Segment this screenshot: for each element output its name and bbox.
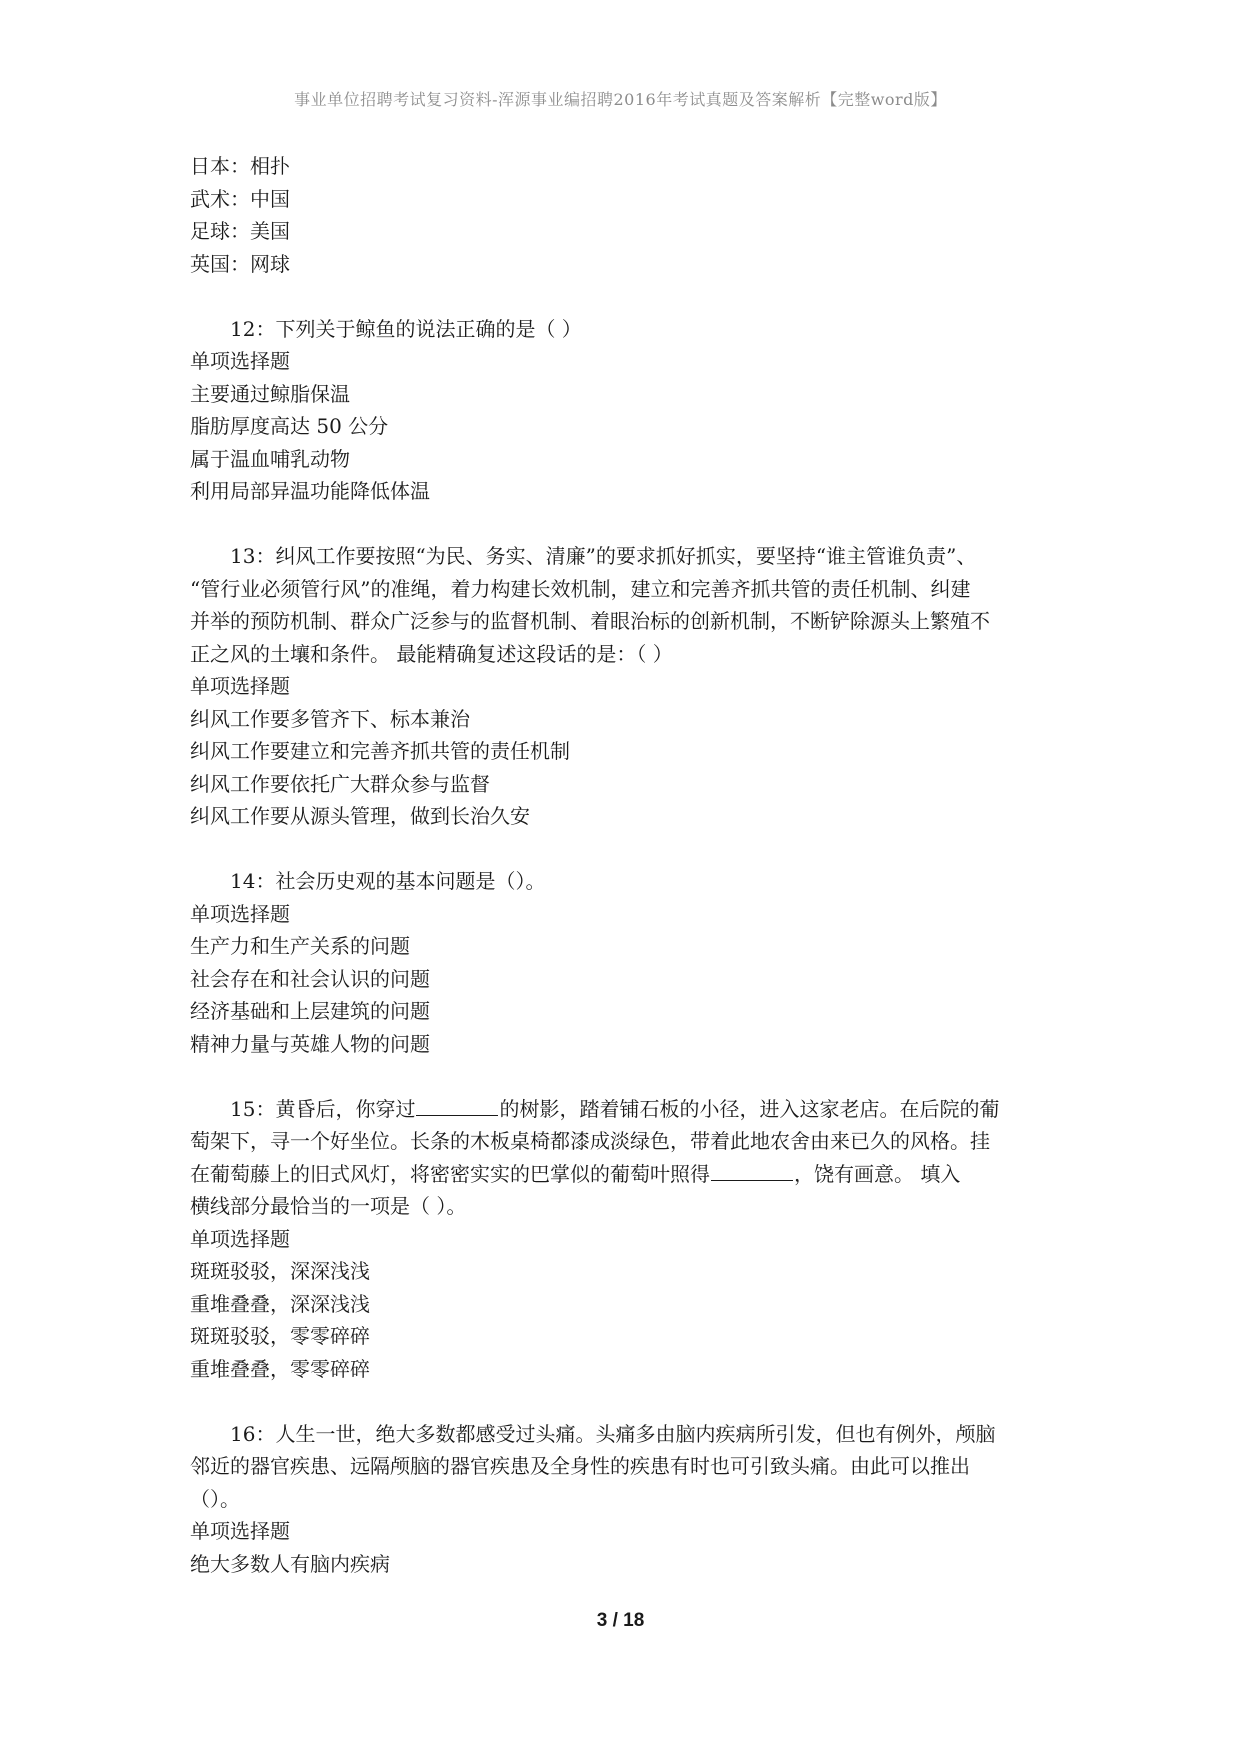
stem-text: ，饶有画意。 填入 <box>794 1161 961 1186</box>
option-text: 英国：网球 <box>190 251 290 276</box>
option-text: 纠风工作要从源头管理，做到长治久安 <box>190 804 530 828</box>
question-type: 单项选择题 <box>190 1226 290 1251</box>
question-stem: （）。 <box>190 1486 240 1511</box>
question-type: 单项选择题 <box>190 901 290 926</box>
fill-blank <box>711 1158 793 1181</box>
option-text: 脂肪厚度高达 50 公分 <box>190 414 389 438</box>
option-text: 主要通过鲸脂保温 <box>190 381 350 406</box>
option-text: 斑斑驳驳，零零碎碎 <box>190 1324 370 1348</box>
fill-blank <box>416 1093 498 1116</box>
question-stem: 正之风的土壤和条件。 最能精确复述这段话的是：（ ） <box>190 641 673 666</box>
option-text: 经济基础和上层建筑的问题 <box>190 999 430 1023</box>
prev-question-options <box>190 150 1060 280</box>
question-type: 单项选择题 <box>190 1519 290 1543</box>
page-number: 3 / 18 <box>596 1610 645 1631</box>
question-stem: 13：纠风工作要按照“为民、务实、清廉”的要求抓好抓实，要坚持“谁主管谁负责”、 <box>230 544 977 568</box>
option-text: 生产力和生产关系的问题 <box>190 934 410 958</box>
question-stem: 萄架下，寻一个好坐位。长条的木板桌椅都漆成淡绿色，带着此地农舍由来已久的风格。挂 <box>190 1129 990 1153</box>
question-stem: 横线部分最恰当的一项是（ ）。 <box>190 1194 467 1218</box>
option-text: 斑斑驳驳，深深浅浅 <box>190 1259 370 1283</box>
option-text: 重堆叠叠，深深浅浅 <box>190 1291 370 1316</box>
option-text: 纠风工作要依托广大群众参与监督 <box>190 771 490 796</box>
question-stem: 12：下列关于鲸鱼的说法正确的是（ ） <box>230 316 582 341</box>
option-text: 精神力量与英雄人物的问题 <box>190 1031 430 1056</box>
option-text: 属于温血哺乳动物 <box>190 446 350 471</box>
stem-text: 的树影，踏着铺石板的小径，进入这家老店。在后院的葡 <box>499 1096 1000 1121</box>
option-text: 纠风工作要多管齐下、标本兼治 <box>190 706 470 731</box>
option-text: 日本：相扑 <box>190 154 290 178</box>
page-header: 事业单位招聘考试复习资料-浑源事业编招聘2016年考试真题及答案解析【完整word版】 <box>294 90 947 109</box>
option-text: 武术：中国 <box>190 186 290 211</box>
option-text: 纠风工作要建立和完善齐抓共管的责任机制 <box>190 739 570 763</box>
option-text: 足球：美国 <box>190 219 290 243</box>
question-stem: 并举的预防机制、群众广泛参与的监督机制、着眼治标的创新机制，不断铲除源头上繁殖不 <box>190 609 990 633</box>
option-text: 社会存在和社会认识的问题 <box>190 966 430 991</box>
option-text: 绝大多数人有脑内疾病 <box>190 1551 390 1576</box>
question-stem <box>190 1093 1060 1126</box>
question-15 <box>190 1093 1060 1386</box>
option-text: 重堆叠叠，零零碎碎 <box>190 1356 370 1381</box>
question-16 <box>190 1418 1060 1581</box>
question-stem: 16：人生一世，绝大多数都感受过头痛。头痛多由脑内疾病所引发，但也有例外，颅脑 <box>230 1421 996 1446</box>
stem-text: 在葡萄藤上的旧式风灯，将密密实实的巴掌似的葡萄叶照得 <box>190 1161 710 1186</box>
stem-text: 15：黄昏后，你穿过 <box>230 1096 416 1121</box>
question-stem: 邻近的器官疾患、远隔颅脑的器官疾患及全身性的疾患有时也可引致头痛。由此可以推出 <box>190 1454 970 1478</box>
question-stem: 14：社会历史观的基本问题是（）。 <box>230 869 546 893</box>
question-stem <box>190 1158 1060 1191</box>
question-stem: “管行业必须管行风”的准绳，着力构建长效机制，建立和完善齐抓共管的责任机制、纠建 <box>190 576 971 601</box>
question-12 <box>190 313 1060 508</box>
question-type: 单项选择题 <box>190 349 290 373</box>
question-14 <box>190 865 1060 1060</box>
option-text: 利用局部异温功能降低体温 <box>190 479 430 503</box>
question-13 <box>190 540 1060 833</box>
question-type: 单项选择题 <box>190 674 290 698</box>
document-body <box>190 150 1060 1580</box>
